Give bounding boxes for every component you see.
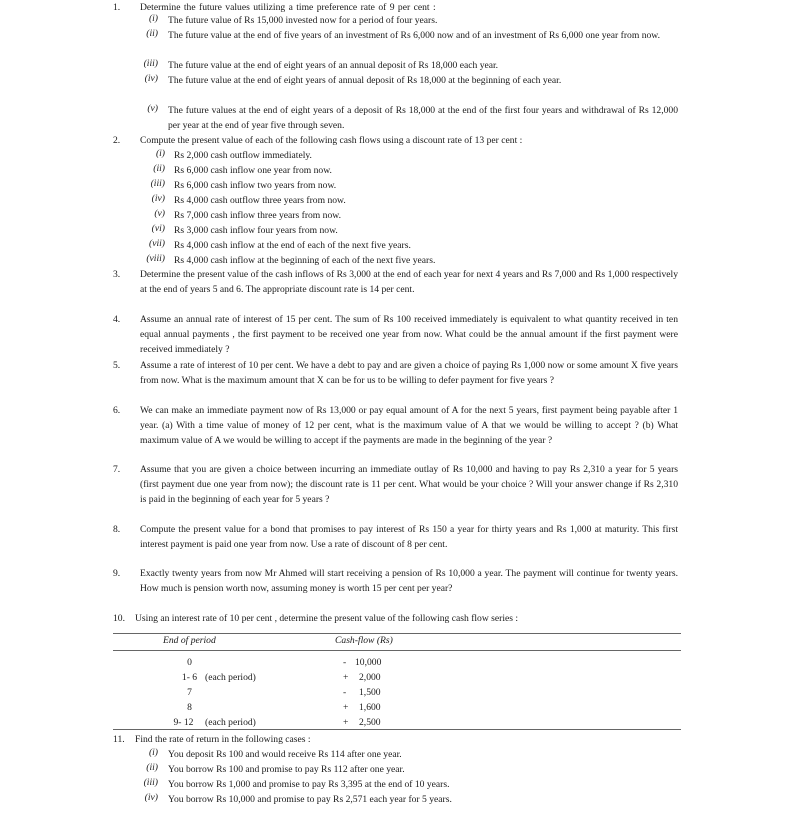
sub-text: Rs 7,000 cash inflow three years from now. [174,210,341,221]
sub-label: (vi) [151,223,165,234]
sub-label: (iii) [150,178,165,189]
table-cell-note: (each period) [205,717,256,728]
table-rule-bottom [113,729,681,730]
sub-label: (vii) [149,238,165,249]
question-text: Exactly twenty years from now Mr Ahmed will start receiving a pension of Rs 10,000 a year. The payment will continue for twenty years. How much is pension worth now, assuming money is worth 15 per cent per year? [140,568,678,594]
sub-text: Rs 6,000 cash inflow two years from now. [174,180,337,191]
question-text: Determine the future values utilizing a time preference rate of 9 per cent : [140,2,436,13]
question-text: Assume that you are given a choice between incurring an immediate outlay of Rs 10,000 and having to pay Rs 2,310 a year for 5 years (first payment due one year from now); the discount rate is 11 per cent. What would be your choice ? Will your answer change if Rs 2,310 is paid in the beginning of each year for 5 years ? [140,464,678,505]
table-rule-top [113,633,681,634]
table-header-cashflow: Cash-flow (Rs) [335,635,393,646]
table-cell-note: (each period) [205,672,256,683]
table-cell-period: 1- 6 [181,672,198,683]
sub-text: Rs 3,000 cash inflow four years from now. [174,225,338,236]
table-cell-period: 8 [187,702,192,713]
question-text: Using an interest rate of 10 per cent , determine the present value of the following cash flow series : [135,613,519,624]
sub-text: You borrow Rs 10,000 and promise to pay Rs 2,571 each year for 5 years. [168,794,452,805]
question-number: 2. [113,135,121,146]
question-text: Assume a rate of interest of 10 per cent. We have a debt to pay and are given a choice of paying Rs 1,000 now or some amount X five years from now. What is the maximum amount that X can be for us to be willing to defer payment for five years ? [140,360,678,386]
sub-text: The future value at the end of eight years of annual deposit of Rs 18,000 at the beginning of each year. [168,75,562,86]
sub-label: (iii) [143,777,158,788]
sub-text: Rs 4,000 cash outflow three years from now. [174,195,346,206]
sub-text: Rs 4,000 cash inflow at the end of each of the next five years. [174,240,411,251]
table-cell-period: 0 [187,657,192,668]
question-number: 11. [113,734,125,745]
sub-text: You deposit Rs 100 and would receive Rs 114 after one year. [168,749,402,760]
sub-text: The future value at the end of eight years of an annual deposit of Rs 18,000 each year. [168,60,499,71]
table-cell-amount: 1,600 [359,702,381,713]
sub-label: (iii) [143,58,158,69]
table-header-period: End of period [163,635,216,646]
question-text: Compute the present value of each of the following cash flows using a discount rate of 13 per cent : [140,135,523,146]
sub-label: (ii) [146,28,158,39]
table-cell-amount: 1,500 [359,687,381,698]
sub-text: You borrow Rs 1,000 and promise to pay Rs 3,395 at the end of 10 years. [168,779,450,790]
table-cell-sign: - [343,687,347,698]
question-number: 6. [113,405,121,416]
question-text: Compute the present value for a bond that promises to pay interest of Rs 150 a year for thirty years and Rs 1,000 at maturity. This first interest payment is paid one year from now. Use a rate of discount of 8 per cent. [140,524,678,550]
sub-text: The future values at the end of eight years of a deposit of Rs 18,000 at the end of the first four years and withdrawal of Rs 12,000 per year at the end of year five through seven. [168,105,678,131]
sub-text: The future value of Rs 15,000 invested now for a period of four years. [168,15,438,26]
sub-label: (ii) [153,163,165,174]
sub-label: (v) [147,103,158,114]
table-cell-amount: 2,500 [359,717,381,728]
sub-label: (v) [154,208,165,219]
table-cell-sign: - [343,657,347,668]
table-rule-header [113,650,681,651]
table-cell-sign: + [343,672,349,683]
question-number: 8. [113,524,121,535]
question-number: 5. [113,360,121,371]
sub-text: The future value at the end of five years of an investment of Rs 6,000 now and of an investment of Rs 6,000 one year from now. [168,30,660,41]
table-cell-sign: + [343,702,349,713]
question-text: We can make an immediate payment now of Rs 13,000 or pay equal amount of A for the next 5 years, first payment being payable after 1 year. (a) With a time value of money of 12 per cent, what is the maximum value of A that we would be willing to accept ? (b) What maximum value of A we would be willing to accept if the payments are made in the beginning of the year ? [140,405,678,446]
question-number: 7. [113,464,121,475]
sub-label: (iv) [151,193,165,204]
table-cell-amount: 2,000 [359,672,381,683]
question-number: 1. [113,2,121,13]
question-text: Determine the present value of the cash inflows of Rs 3,000 at the end of each year for next 4 years and Rs 7,000 and Rs 1,000 respectively at the end of years 5 and 6. The appropriate discount rate is 14 per cent. [140,269,678,295]
table-cell-period: 9- 12 [173,717,194,728]
question-number: 10. [113,613,125,624]
sub-label: (iv) [144,792,158,803]
table-cell-amount: 10,000 [355,657,382,668]
sub-text: You borrow Rs 100 and promise to pay Rs 112 after one year. [168,764,405,775]
question-number: 9. [113,568,121,579]
table-cell-period: 7 [187,687,192,698]
sub-text: Rs 4,000 cash inflow at the beginning of each of the next five years. [174,255,436,266]
question-number: 4. [113,314,121,325]
sub-text: Rs 2,000 cash outflow immediately. [174,150,312,161]
question-text: Assume an annual rate of interest of 15 per cent. The sum of Rs 100 received immediately is equivalent to what quantity received in ten equal annual payments , the first payment to be received one year from now. What could be the annual amount if the first payment were received immediately ? [140,314,678,355]
sub-text: Rs 6,000 cash inflow one year from now. [174,165,332,176]
question-text: Find the rate of return in the following cases : [135,734,311,745]
table-cell-sign: + [343,717,349,728]
sub-label: (viii) [146,253,165,264]
sub-label: (i) [148,13,158,24]
sub-label: (i) [155,148,165,159]
sub-label: (ii) [146,762,158,773]
question-number: 3. [113,269,121,280]
sub-label: (i) [148,747,158,758]
sub-label: (iv) [144,73,158,84]
